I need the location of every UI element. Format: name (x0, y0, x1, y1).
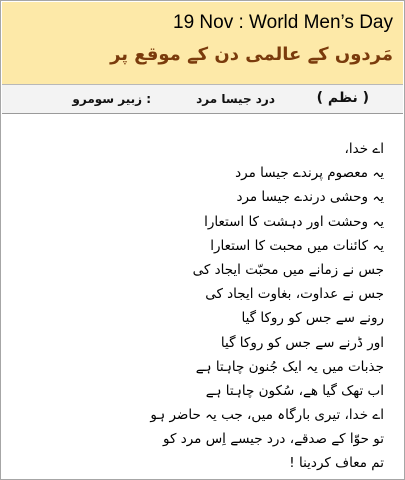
poem-line: تو حوّا کے صدقے، درد جیسے اِس مرد کو (163, 431, 384, 448)
poem-line: یہ وحشت اور دہشت کا استعارا (204, 213, 384, 230)
poem-line: اب تھک گیا ھے، سُکون چاہتا ہے (205, 382, 384, 399)
header-banner (2, 2, 403, 85)
poem-line: جس نے عداوت، بغاوت ایجاد کی (205, 286, 384, 303)
poem-body (19, 137, 384, 476)
author-name: : زبیر سومرو (72, 92, 151, 106)
urdu-title: مَردوں کے عالمی دن کے موقع پر (110, 44, 393, 65)
poem-info-bar (2, 85, 403, 114)
poem-line: جس نے زمانے میں محبّت ایجاد کی (192, 261, 384, 278)
poem-line: یہ وحشی درندے جیسا مرد (236, 189, 384, 206)
poem-line: اے خدا، (344, 141, 384, 157)
poem-line: جذبات میں یہ ایک جُنون چاہتا ہے (195, 358, 384, 375)
english-title: 19 Nov : World Men’s Day (173, 12, 393, 33)
poem-line: تم معاف کردینا ! (289, 455, 384, 472)
poem-line: اور ڈرنے سے جس کو روکا گیا (220, 334, 384, 351)
poem-title: درد جیسا مرد (196, 92, 275, 106)
poem-line: یہ معصوم پرندے جیسا مرد (235, 165, 384, 182)
poem-line: اے خدا، تیری بارگاہ میں، جب یہ حاضر ہو (150, 407, 384, 424)
form-label: ( نظم ) (316, 90, 369, 106)
poem-line: رونے سے جس کو روکا گیا (241, 310, 384, 327)
poem-line: یہ کائنات میں محبت کا استعارا (210, 237, 384, 254)
